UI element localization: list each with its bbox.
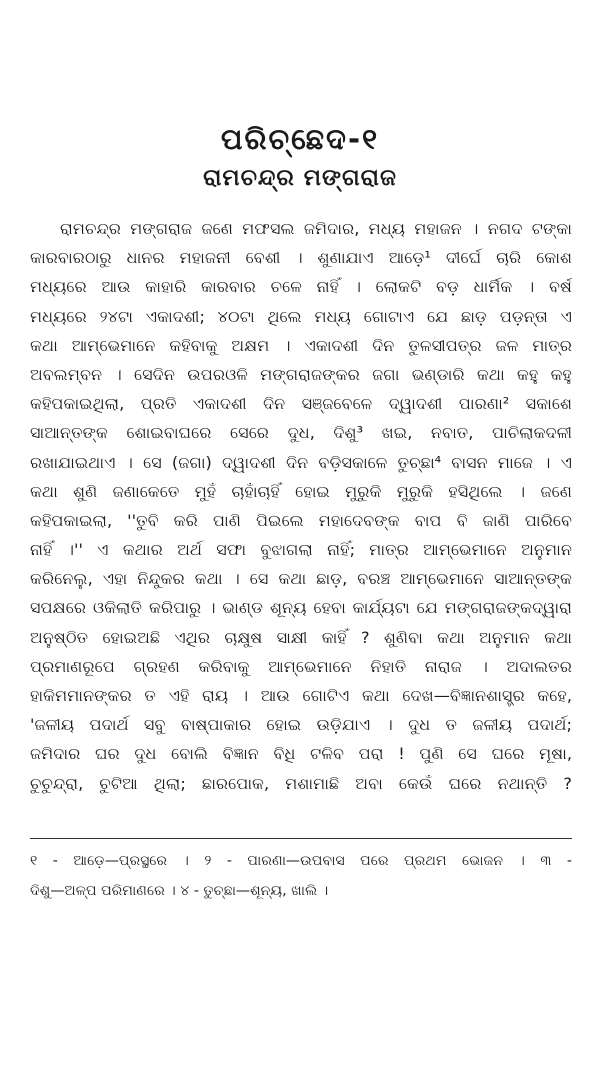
text-line: ସପକ୍ଷରେ ଓକିଲାତି କରିପାରୁ । ଭାଣ୍ଡ ଶୂନ୍ୟ ହେବା କାର୍ଯ୍ୟଟା ଯେ ମଙ୍ଗରାଜଙ୍କଦ୍ୱାରା bbox=[30, 598, 572, 618]
text-line: ଜମିଦାର ଘର ଦୁଧ ବୋଲି ବିଜ୍ଞାନ ବିଧି ଟଳିବ ପରା ! ପୁଣି ସେ ଘରେ ମୂଷା, bbox=[30, 744, 572, 764]
text-line: ଚୁଚୁନ୍ଦ୍ରା, ଚୁଟିଆ ଥିଲା; ଛାରପୋକ, ମଶାମାଛି ଅବା କେଉଁ ଘରେ ନଥାନ୍ତି ? bbox=[30, 773, 572, 793]
text-line: କଥା ଆମ୍ଭେମାନେ କହିବାକୁ ଅକ୍ଷମ । ଏକାଦଶୀ ଦିନ ତୁଳସୀପତ୍ର ଜଳ ମାତ୍ର bbox=[30, 335, 572, 355]
chapter-title: ପରିଚ୍ଛେଦ-୧ bbox=[220, 122, 380, 156]
text-line: ସାଆନ୍ତଙ୍କ ଶୋଇବାଘରେ ସେରେ ଦୁଧ, ଦିଶୁ³ ଖଇ, ନବାତ, ପାଚିଲାକଦଳୀ bbox=[30, 423, 572, 443]
text-line: ହାକିମମାନଙ୍କର ତ ଏହି ରାୟ । ଆଉ ଗୋଟିଏ କଥା ଦେଖ—ବିଜ୍ଞାନଶାସ୍ତ୍ର କହେ, bbox=[30, 686, 572, 705]
text-line: ଅବଲମ୍ବନ । ସେଦିନ ଉପରଓଳି ମଙ୍ଗରାଜଙ୍କର ଜଗା ଭଣ୍ଡାରି କଥା କହୁ କହୁ bbox=[30, 364, 572, 384]
footnote-line: ଦିଶୁ—ଅଳ୍ପ ପରିମାଣରେ । ୪ - ତୁଚ୍ଛା—ଶୂନ୍ୟ, ଖାଲି । bbox=[30, 883, 329, 899]
footnote-line: ୧ - ଆଡ଼େ—ପ୍ରସ୍ଥରେ । ୨ - ପାରଣା—ଉପବାସ ପରେ ପ୍ରଥମ ଭୋଜନ । ୩ - bbox=[30, 853, 572, 869]
text-line: କରିନେଲୁ, ଏହା ନିନ୍ଦୁକର କଥା । ସେ କଥା ଛାଡ଼, ବରଞ୍ଚ ଆମ୍ଭେମାନେ ସାଆନ୍ତଙ୍କ bbox=[30, 569, 572, 589]
text-line: କହିପକାଇଲା, ''ତୁବି କରି ପାଣି ପିଇଲେ ମହାଦେବଙ୍କ ବାପ ବି ଜାଣି ପାରିବେ bbox=[30, 510, 572, 530]
text-line: ମଧ୍ୟରେ ଆଉ କାହାରି କାରବାର ଚଳେ ନାହିଁ । ଲୋକଟି ବଡ଼ ଧାର୍ମିକ । ବର୍ଷ bbox=[30, 277, 572, 297]
text-line: ଅନୁଷ୍ଠିତ ହୋଇଅଛି ଏଥିର ଚାକ୍ଷୁଷ ସାକ୍ଷୀ କାହିଁ ? ଶୁଣିବା କଥା ଅନୁମାନ କଥା bbox=[30, 627, 572, 647]
text-line: ପ୍ରମାଣରୂପେ ଗ୍ରହଣ କରିବାକୁ ଆମ୍ଭେମାନେ ନିହାତି ନାରାଜ । ଅଦାଲତର bbox=[30, 656, 572, 676]
text-line: କଥା ଶୁଣି ଜଣାକେତେ ମୁହଁ ଚାହାଁଚାହିଁ ହୋଇ ମୁରୁକି ମୁରୁକି ହସିଥିଲେ । ଜଣେ bbox=[30, 481, 572, 501]
text-line: କହିପକାଇଥିଲା, ପ୍ରତି ଏକାଦଶୀ ଦିନ ସଞ୍ଜବେଳେ ଦ୍ୱାଦଶୀ ପାରଣା² ସକାଶେ bbox=[30, 394, 572, 414]
text-line: ନାହିଁ ।'' ଏ କଥାର ଅର୍ଥ ସଫା ବୁଝାଗଲା ନାହିଁ; ମାତ୍ର ଆମ୍ଭେମାନେ ଅନୁମାନ bbox=[30, 540, 572, 560]
body-text bbox=[30, 214, 572, 798]
text-line: ମଧ୍ୟରେ ୨୪ଟା ଏକାଦଶୀ; ୪୦ଟା ଥିଲେ ମଧ୍ୟ ଗୋଟାଏ ଯେ ଛାଡ଼ ପଡ଼ନ୍ତା ଏ bbox=[30, 306, 572, 326]
footnote-divider bbox=[30, 838, 572, 839]
text-line: ରାମଚନ୍ଦ୍ର ମଙ୍ଗରାଜ ଜଣେ ମଫସଲ ଜମିଦାର, ମଧ୍ୟ ମହାଜନ । ନଗଦ ଟଙ୍କା bbox=[60, 219, 572, 238]
footnotes bbox=[30, 846, 572, 906]
text-line: କାରବାରଠାରୁ ଧାନର ମହାଜନୀ ବେଶୀ । ଶୁଣାଯାଏ ଆଡ଼େ¹ ଦୀର୍ଘେ ଚାରି କୋଶ bbox=[30, 248, 572, 268]
chapter-subtitle: ରାମଚନ୍ଦ୍ର ମଙ୍ଗରାଜ bbox=[203, 165, 397, 191]
text-line: 'ଜଳୀୟ ପଦାର୍ଥ ସବୁ ବାଷ୍ପାକାର ହୋଇ ଉଡ଼ିଯାଏ । ଦୁଧ ତ ଜଳୀୟ ପଦାର୍ଥ; bbox=[30, 715, 572, 735]
text-line: ରଖାଯାଇଥାଏ । ସେ (ଜଗା) ଦ୍ୱାଦଶୀ ଦିନ ବଡ଼ିସକାଳେ ତୁଚ୍ଛା⁴ ବାସନ ମାଜେ । ଏ bbox=[30, 452, 572, 472]
